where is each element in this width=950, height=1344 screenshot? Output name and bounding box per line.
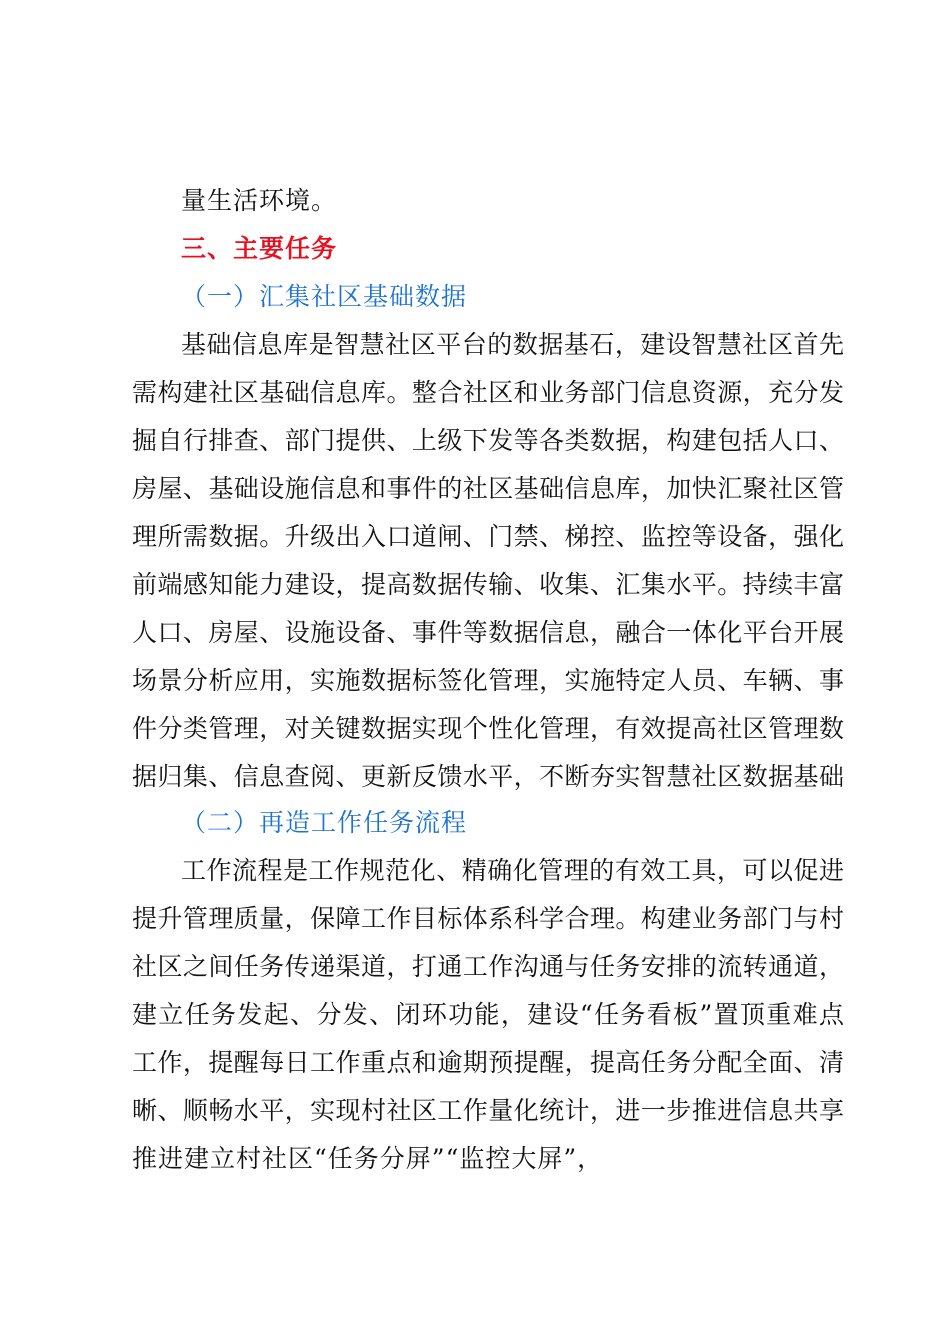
body-line: 工作，提醒每日工作重点和逾期预提醒，提高任务分配全面、清 [132,1048,844,1077]
subsection-heading-1: （一）汇集社区基础数据 [181,282,468,311]
body-line: 工作流程是工作规范化、精确化管理的有效工具，可以促进 [181,856,844,885]
body-line: 建立任务发起、分发、闭环功能，建设“任务看板”置顶重难点 [132,1000,844,1029]
body-line: 社区之间任务传递渠道，打通工作沟通与任务安排的流转通道， [132,952,844,981]
body-line: 晰、顺畅水平，实现村社区工作量化统计，进一步推进信息共享 [132,1096,844,1125]
body-line: 推进建立村社区“任务分屏”“监控大屏”， [132,1144,604,1173]
body-line: 房屋、基础设施信息和事件的社区基础信息库，加快汇聚社区管 [132,474,844,503]
body-line: 前端感知能力建设，提高数据传输、收集、汇集水平。持续丰富 [132,570,844,599]
body-line: 场景分析应用，实施数据标签化管理，实施特定人员、车辆、事 [132,666,844,695]
paragraph-tail: 量生活环境。 [181,186,338,215]
body-line: 掘自行排查、部门提供、上级下发等各类数据，构建包括人口、 [132,426,844,455]
body-line: 基础信息库是智慧社区平台的数据基石，建设智慧社区首先 [181,330,844,359]
body-line: 件分类管理，对关键数据实现个性化管理，有效提高社区管理数 [132,714,844,743]
section-heading-main-tasks: 三、主要任务 [181,234,338,263]
body-line: 需构建社区基础信息库。整合社区和业务部门信息资源，充分发 [132,378,844,407]
body-line: 据归集、信息查阅、更新反馈水平，不断夯实智慧社区数据基础 [132,762,844,791]
body-line: 提升管理质量，保障工作目标体系科学合理。构建业务部门与村 [132,904,844,933]
subsection-heading-2: （二）再造工作任务流程 [181,808,468,837]
body-line: 人口、房屋、设施设备、事件等数据信息，融合一体化平台开展 [132,618,844,647]
body-line: 理所需数据。升级出入口道闸、门禁、梯控、监控等设备，强化 [132,522,844,551]
